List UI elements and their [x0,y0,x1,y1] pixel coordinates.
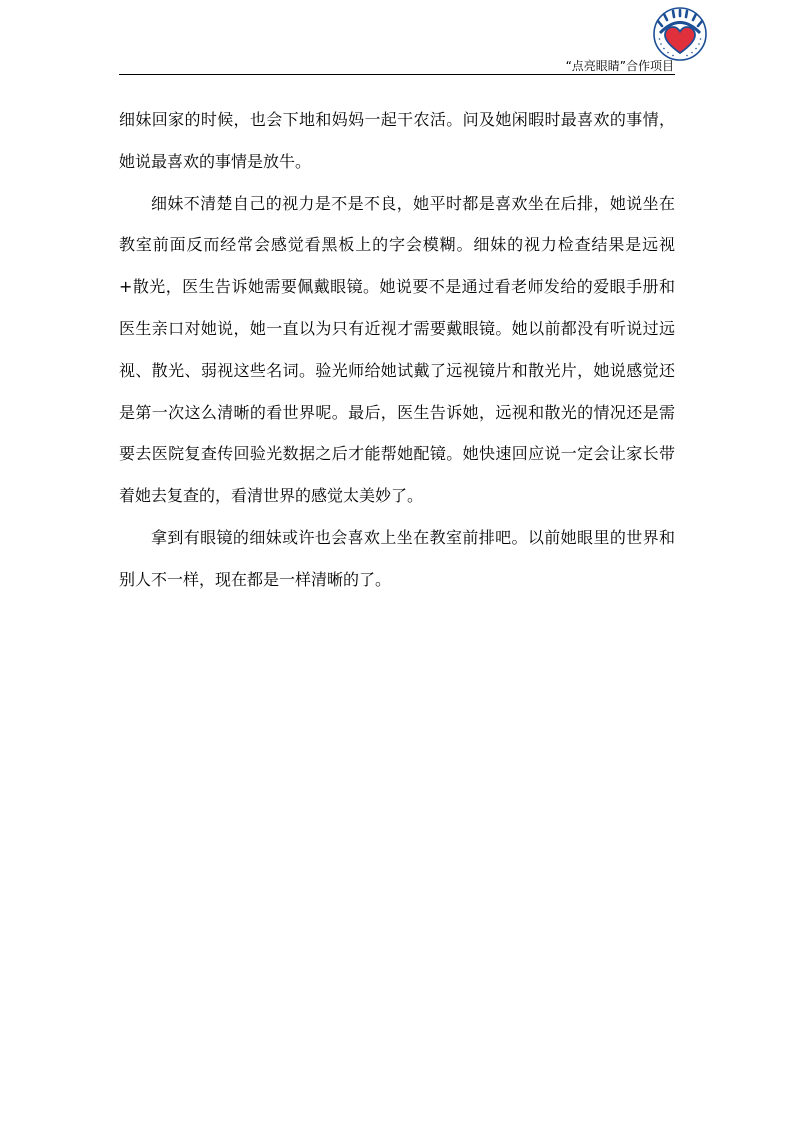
header-caption: “点亮眼睛”合作项目 [565,59,674,73]
article-body [119,99,675,601]
paragraph-2: 细妹不清楚自己的视力是不是不良，她平时都是喜欢坐在后排，她说坐在教室前面反而经常会感觉看黑板上的字会模糊。细妹的视力检查结果是远视+散光，医生告诉她需要佩戴眼镜。她说要不是通过看老师发给的爱眼手册和医生亲口对她说，她一直以为只有近视才需要戴眼镜。她以前都没有听说过远视、散光、弱视这些名词。验光师给她试戴了远视镜片和散光片，她说感觉还是第一次这么清晰的看世界呢。最后，医生告诉她，远视和散光的情况还是需要去医院复查传回验光数据之后才能帮她配镜。她快速回应说一定会让家长带着她去复查的，看清世界的感觉太美妙了。 [119,193,675,506]
header-divider [119,74,675,75]
eye-heart-logo-graphic [652,6,708,62]
eye-heart-logo [652,6,708,62]
paragraph-3: 拿到有眼镜的细妹或许也会喜欢上坐在教室前排吧。以前她眼里的世界和别人不一样，现在都是一样清晰的了。 [119,527,675,589]
paragraph-1-continued: 细妹回家的时候，也会下地和妈妈一起干农活。问及她闲暇时最喜欢的事情，她说最喜欢的事情是放牛。 [119,110,675,171]
